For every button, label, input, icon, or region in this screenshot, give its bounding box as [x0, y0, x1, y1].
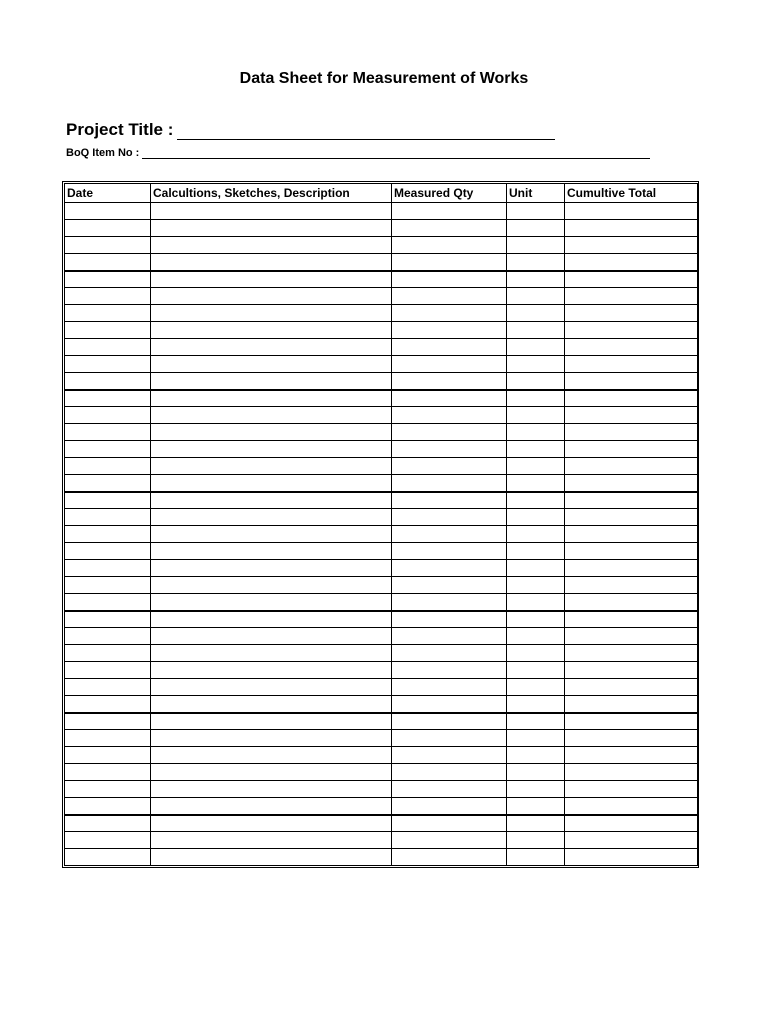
unit-cell[interactable] — [507, 662, 565, 679]
table-row — [65, 458, 698, 475]
cumulative-total-cell[interactable] — [565, 526, 698, 543]
description-cell[interactable] — [151, 815, 392, 832]
table-row — [65, 832, 698, 849]
unit-cell[interactable] — [507, 390, 565, 407]
table-row — [65, 526, 698, 543]
cumulative-total-cell[interactable] — [565, 237, 698, 254]
measured-qty-cell[interactable] — [392, 526, 507, 543]
unit-cell[interactable] — [507, 577, 565, 594]
column-header-date: Date — [65, 184, 151, 203]
table-row — [65, 849, 698, 866]
cumulative-total-cell[interactable] — [565, 390, 698, 407]
measurement-table-frame — [62, 181, 699, 868]
description-cell[interactable] — [151, 747, 392, 764]
cumulative-total-cell[interactable] — [565, 373, 698, 390]
measured-qty-cell[interactable] — [392, 594, 507, 611]
date-cell[interactable] — [65, 288, 151, 305]
cumulative-total-cell[interactable] — [565, 322, 698, 339]
measured-qty-cell[interactable] — [392, 509, 507, 526]
table-row — [65, 747, 698, 764]
cumulative-total-cell[interactable] — [565, 271, 698, 288]
date-cell[interactable] — [65, 577, 151, 594]
description-cell[interactable] — [151, 441, 392, 458]
measured-qty-cell[interactable] — [392, 713, 507, 730]
table-row — [65, 509, 698, 526]
table-row — [65, 628, 698, 645]
table-body — [65, 203, 698, 866]
date-cell[interactable] — [65, 424, 151, 441]
measured-qty-cell[interactable] — [392, 628, 507, 645]
description-cell[interactable] — [151, 577, 392, 594]
measured-qty-cell[interactable] — [392, 662, 507, 679]
description-cell[interactable] — [151, 679, 392, 696]
cumulative-total-cell[interactable] — [565, 424, 698, 441]
date-cell[interactable] — [65, 662, 151, 679]
measured-qty-cell[interactable] — [392, 764, 507, 781]
date-cell[interactable] — [65, 747, 151, 764]
unit-cell[interactable] — [507, 288, 565, 305]
project-title-label: Project Title : — [66, 120, 174, 139]
unit-cell[interactable] — [507, 237, 565, 254]
description-cell[interactable] — [151, 781, 392, 798]
table-row — [65, 288, 698, 305]
cumulative-total-cell[interactable] — [565, 849, 698, 866]
description-cell[interactable] — [151, 288, 392, 305]
measured-qty-cell[interactable] — [392, 271, 507, 288]
measurement-table — [64, 183, 698, 866]
date-cell[interactable] — [65, 322, 151, 339]
date-cell[interactable] — [65, 611, 151, 628]
cumulative-total-cell[interactable] — [565, 475, 698, 492]
table-row — [65, 322, 698, 339]
unit-cell[interactable] — [507, 764, 565, 781]
table-row — [65, 662, 698, 679]
date-cell[interactable] — [65, 645, 151, 662]
cumulative-total-cell[interactable] — [565, 764, 698, 781]
unit-cell[interactable] — [507, 543, 565, 560]
description-cell[interactable] — [151, 339, 392, 356]
measured-qty-cell[interactable] — [392, 577, 507, 594]
table-row — [65, 475, 698, 492]
cumulative-total-cell[interactable] — [565, 747, 698, 764]
table-row — [65, 356, 698, 373]
table-row — [65, 798, 698, 815]
unit-cell[interactable] — [507, 220, 565, 237]
cumulative-total-cell[interactable] — [565, 441, 698, 458]
date-cell[interactable] — [65, 798, 151, 815]
table-row — [65, 611, 698, 628]
measured-qty-cell[interactable] — [392, 730, 507, 747]
table-row — [65, 713, 698, 730]
table-row — [65, 492, 698, 509]
description-cell[interactable] — [151, 764, 392, 781]
table-row — [65, 679, 698, 696]
unit-cell[interactable] — [507, 407, 565, 424]
cumulative-total-cell[interactable] — [565, 798, 698, 815]
unit-cell[interactable] — [507, 611, 565, 628]
description-cell[interactable] — [151, 458, 392, 475]
measured-qty-cell[interactable] — [392, 696, 507, 713]
description-cell[interactable] — [151, 560, 392, 577]
unit-cell[interactable] — [507, 509, 565, 526]
table-row — [65, 203, 698, 220]
date-cell[interactable] — [65, 475, 151, 492]
description-cell[interactable] — [151, 798, 392, 815]
measured-qty-cell[interactable] — [392, 237, 507, 254]
cumulative-total-cell[interactable] — [565, 645, 698, 662]
column-header-description: Calcultions, Sketches, Description — [151, 184, 392, 203]
measured-qty-cell[interactable] — [392, 305, 507, 322]
unit-cell[interactable] — [507, 747, 565, 764]
measured-qty-cell[interactable] — [392, 254, 507, 271]
date-cell[interactable] — [65, 458, 151, 475]
date-cell[interactable] — [65, 679, 151, 696]
table-row — [65, 271, 698, 288]
measured-qty-cell[interactable] — [392, 815, 507, 832]
description-cell[interactable] — [151, 645, 392, 662]
unit-cell[interactable] — [507, 832, 565, 849]
date-cell[interactable] — [65, 441, 151, 458]
description-cell[interactable] — [151, 713, 392, 730]
table-row — [65, 424, 698, 441]
description-cell[interactable] — [151, 696, 392, 713]
table-row — [65, 441, 698, 458]
measured-qty-cell[interactable] — [392, 747, 507, 764]
date-cell[interactable] — [65, 713, 151, 730]
table-row — [65, 696, 698, 713]
table-row — [65, 543, 698, 560]
description-cell[interactable] — [151, 509, 392, 526]
unit-cell[interactable] — [507, 305, 565, 322]
table-row — [65, 220, 698, 237]
description-cell[interactable] — [151, 322, 392, 339]
description-cell[interactable] — [151, 254, 392, 271]
measured-qty-cell[interactable] — [392, 390, 507, 407]
description-cell[interactable] — [151, 662, 392, 679]
unit-cell[interactable] — [507, 628, 565, 645]
column-header-unit: Unit — [507, 184, 565, 203]
description-cell[interactable] — [151, 271, 392, 288]
date-cell[interactable] — [65, 492, 151, 509]
cumulative-total-cell[interactable] — [565, 560, 698, 577]
date-cell[interactable] — [65, 730, 151, 747]
description-cell[interactable] — [151, 594, 392, 611]
date-cell[interactable] — [65, 407, 151, 424]
measured-qty-cell[interactable] — [392, 492, 507, 509]
unit-cell[interactable] — [507, 424, 565, 441]
measured-qty-cell[interactable] — [392, 560, 507, 577]
cumulative-total-cell[interactable] — [565, 509, 698, 526]
project-title-line — [66, 120, 555, 140]
measured-qty-cell[interactable] — [392, 373, 507, 390]
date-cell[interactable] — [65, 220, 151, 237]
unit-cell[interactable] — [507, 356, 565, 373]
date-cell[interactable] — [65, 526, 151, 543]
project-title-blank[interactable] — [177, 122, 555, 140]
date-cell[interactable] — [65, 696, 151, 713]
date-cell[interactable] — [65, 203, 151, 220]
table-row — [65, 594, 698, 611]
measured-qty-cell[interactable] — [392, 424, 507, 441]
unit-cell[interactable] — [507, 441, 565, 458]
measured-qty-cell[interactable] — [392, 356, 507, 373]
description-cell[interactable] — [151, 849, 392, 866]
unit-cell[interactable] — [507, 730, 565, 747]
date-cell[interactable] — [65, 764, 151, 781]
date-cell[interactable] — [65, 509, 151, 526]
cumulative-total-cell[interactable] — [565, 577, 698, 594]
cumulative-total-cell[interactable] — [565, 543, 698, 560]
description-cell[interactable] — [151, 832, 392, 849]
unit-cell[interactable] — [507, 203, 565, 220]
description-cell[interactable] — [151, 407, 392, 424]
measured-qty-cell[interactable] — [392, 220, 507, 237]
cumulative-total-cell[interactable] — [565, 832, 698, 849]
unit-cell[interactable] — [507, 526, 565, 543]
measured-qty-cell[interactable] — [392, 203, 507, 220]
cumulative-total-cell[interactable] — [565, 203, 698, 220]
cumulative-total-cell[interactable] — [565, 696, 698, 713]
table-row — [65, 645, 698, 662]
cumulative-total-cell[interactable] — [565, 662, 698, 679]
unit-cell[interactable] — [507, 815, 565, 832]
cumulative-total-cell[interactable] — [565, 356, 698, 373]
description-cell[interactable] — [151, 730, 392, 747]
date-cell[interactable] — [65, 832, 151, 849]
description-cell[interactable] — [151, 356, 392, 373]
date-cell[interactable] — [65, 781, 151, 798]
table-header-row — [65, 184, 698, 203]
cumulative-total-cell[interactable] — [565, 628, 698, 645]
unit-cell[interactable] — [507, 322, 565, 339]
unit-cell[interactable] — [507, 475, 565, 492]
unit-cell[interactable] — [507, 560, 565, 577]
sheet-title: Data Sheet for Measurement of Works — [239, 70, 529, 87]
cumulative-total-cell[interactable] — [565, 611, 698, 628]
measured-qty-cell[interactable] — [392, 611, 507, 628]
cumulative-total-cell[interactable] — [565, 594, 698, 611]
table-row — [65, 373, 698, 390]
date-cell[interactable] — [65, 339, 151, 356]
unit-cell[interactable] — [507, 492, 565, 509]
column-header-cumulative-total: Cumultive Total — [565, 184, 698, 203]
unit-cell[interactable] — [507, 645, 565, 662]
table-row — [65, 730, 698, 747]
table-row — [65, 305, 698, 322]
measured-qty-cell[interactable] — [392, 458, 507, 475]
boq-item-blank[interactable] — [142, 147, 650, 159]
description-cell[interactable] — [151, 628, 392, 645]
measured-qty-cell[interactable] — [392, 679, 507, 696]
date-cell[interactable] — [65, 356, 151, 373]
cumulative-total-cell[interactable] — [565, 305, 698, 322]
cumulative-total-cell[interactable] — [565, 492, 698, 509]
measured-qty-cell[interactable] — [392, 475, 507, 492]
measured-qty-cell[interactable] — [392, 781, 507, 798]
description-cell[interactable] — [151, 203, 392, 220]
measured-qty-cell[interactable] — [392, 832, 507, 849]
date-cell[interactable] — [65, 237, 151, 254]
unit-cell[interactable] — [507, 713, 565, 730]
date-cell[interactable] — [65, 560, 151, 577]
table-row — [65, 390, 698, 407]
table-row — [65, 254, 698, 271]
cumulative-total-cell[interactable] — [565, 713, 698, 730]
cumulative-total-cell[interactable] — [565, 339, 698, 356]
measured-qty-cell[interactable] — [392, 339, 507, 356]
unit-cell[interactable] — [507, 679, 565, 696]
unit-cell[interactable] — [507, 594, 565, 611]
description-cell[interactable] — [151, 390, 392, 407]
measured-qty-cell[interactable] — [392, 322, 507, 339]
date-cell[interactable] — [65, 373, 151, 390]
table-row — [65, 407, 698, 424]
cumulative-total-cell[interactable] — [565, 254, 698, 271]
description-cell[interactable] — [151, 373, 392, 390]
column-header-measured-qty: Measured Qty — [392, 184, 507, 203]
unit-cell[interactable] — [507, 849, 565, 866]
cumulative-total-cell[interactable] — [565, 458, 698, 475]
description-cell[interactable] — [151, 237, 392, 254]
unit-cell[interactable] — [507, 696, 565, 713]
date-cell[interactable] — [65, 254, 151, 271]
date-cell[interactable] — [65, 628, 151, 645]
measured-qty-cell[interactable] — [392, 407, 507, 424]
cumulative-total-cell[interactable] — [565, 220, 698, 237]
date-cell[interactable] — [65, 594, 151, 611]
unit-cell[interactable] — [507, 254, 565, 271]
measured-qty-cell[interactable] — [392, 849, 507, 866]
description-cell[interactable] — [151, 526, 392, 543]
date-cell[interactable] — [65, 849, 151, 866]
table-row — [65, 764, 698, 781]
table-row — [65, 781, 698, 798]
unit-cell[interactable] — [507, 271, 565, 288]
unit-cell[interactable] — [507, 373, 565, 390]
date-cell[interactable] — [65, 305, 151, 322]
boq-item-line — [66, 147, 650, 159]
unit-cell[interactable] — [507, 798, 565, 815]
description-cell[interactable] — [151, 220, 392, 237]
description-cell[interactable] — [151, 543, 392, 560]
measured-qty-cell[interactable] — [392, 543, 507, 560]
measured-qty-cell[interactable] — [392, 288, 507, 305]
cumulative-total-cell[interactable] — [565, 679, 698, 696]
measured-qty-cell[interactable] — [392, 798, 507, 815]
cumulative-total-cell[interactable] — [565, 288, 698, 305]
description-cell[interactable] — [151, 424, 392, 441]
description-cell[interactable] — [151, 492, 392, 509]
cumulative-total-cell[interactable] — [565, 781, 698, 798]
description-cell[interactable] — [151, 611, 392, 628]
measured-qty-cell[interactable] — [392, 441, 507, 458]
date-cell[interactable] — [65, 815, 151, 832]
table-row — [65, 577, 698, 594]
table-row — [65, 339, 698, 356]
date-cell[interactable] — [65, 543, 151, 560]
boq-item-label: BoQ Item No : — [66, 147, 140, 159]
unit-cell[interactable] — [507, 339, 565, 356]
description-cell[interactable] — [151, 475, 392, 492]
table-row — [65, 815, 698, 832]
date-cell[interactable] — [65, 271, 151, 288]
cumulative-total-cell[interactable] — [565, 730, 698, 747]
table-row — [65, 560, 698, 577]
unit-cell[interactable] — [507, 781, 565, 798]
measured-qty-cell[interactable] — [392, 645, 507, 662]
date-cell[interactable] — [65, 390, 151, 407]
description-cell[interactable] — [151, 305, 392, 322]
cumulative-total-cell[interactable] — [565, 407, 698, 424]
unit-cell[interactable] — [507, 458, 565, 475]
table-row — [65, 237, 698, 254]
cumulative-total-cell[interactable] — [565, 815, 698, 832]
